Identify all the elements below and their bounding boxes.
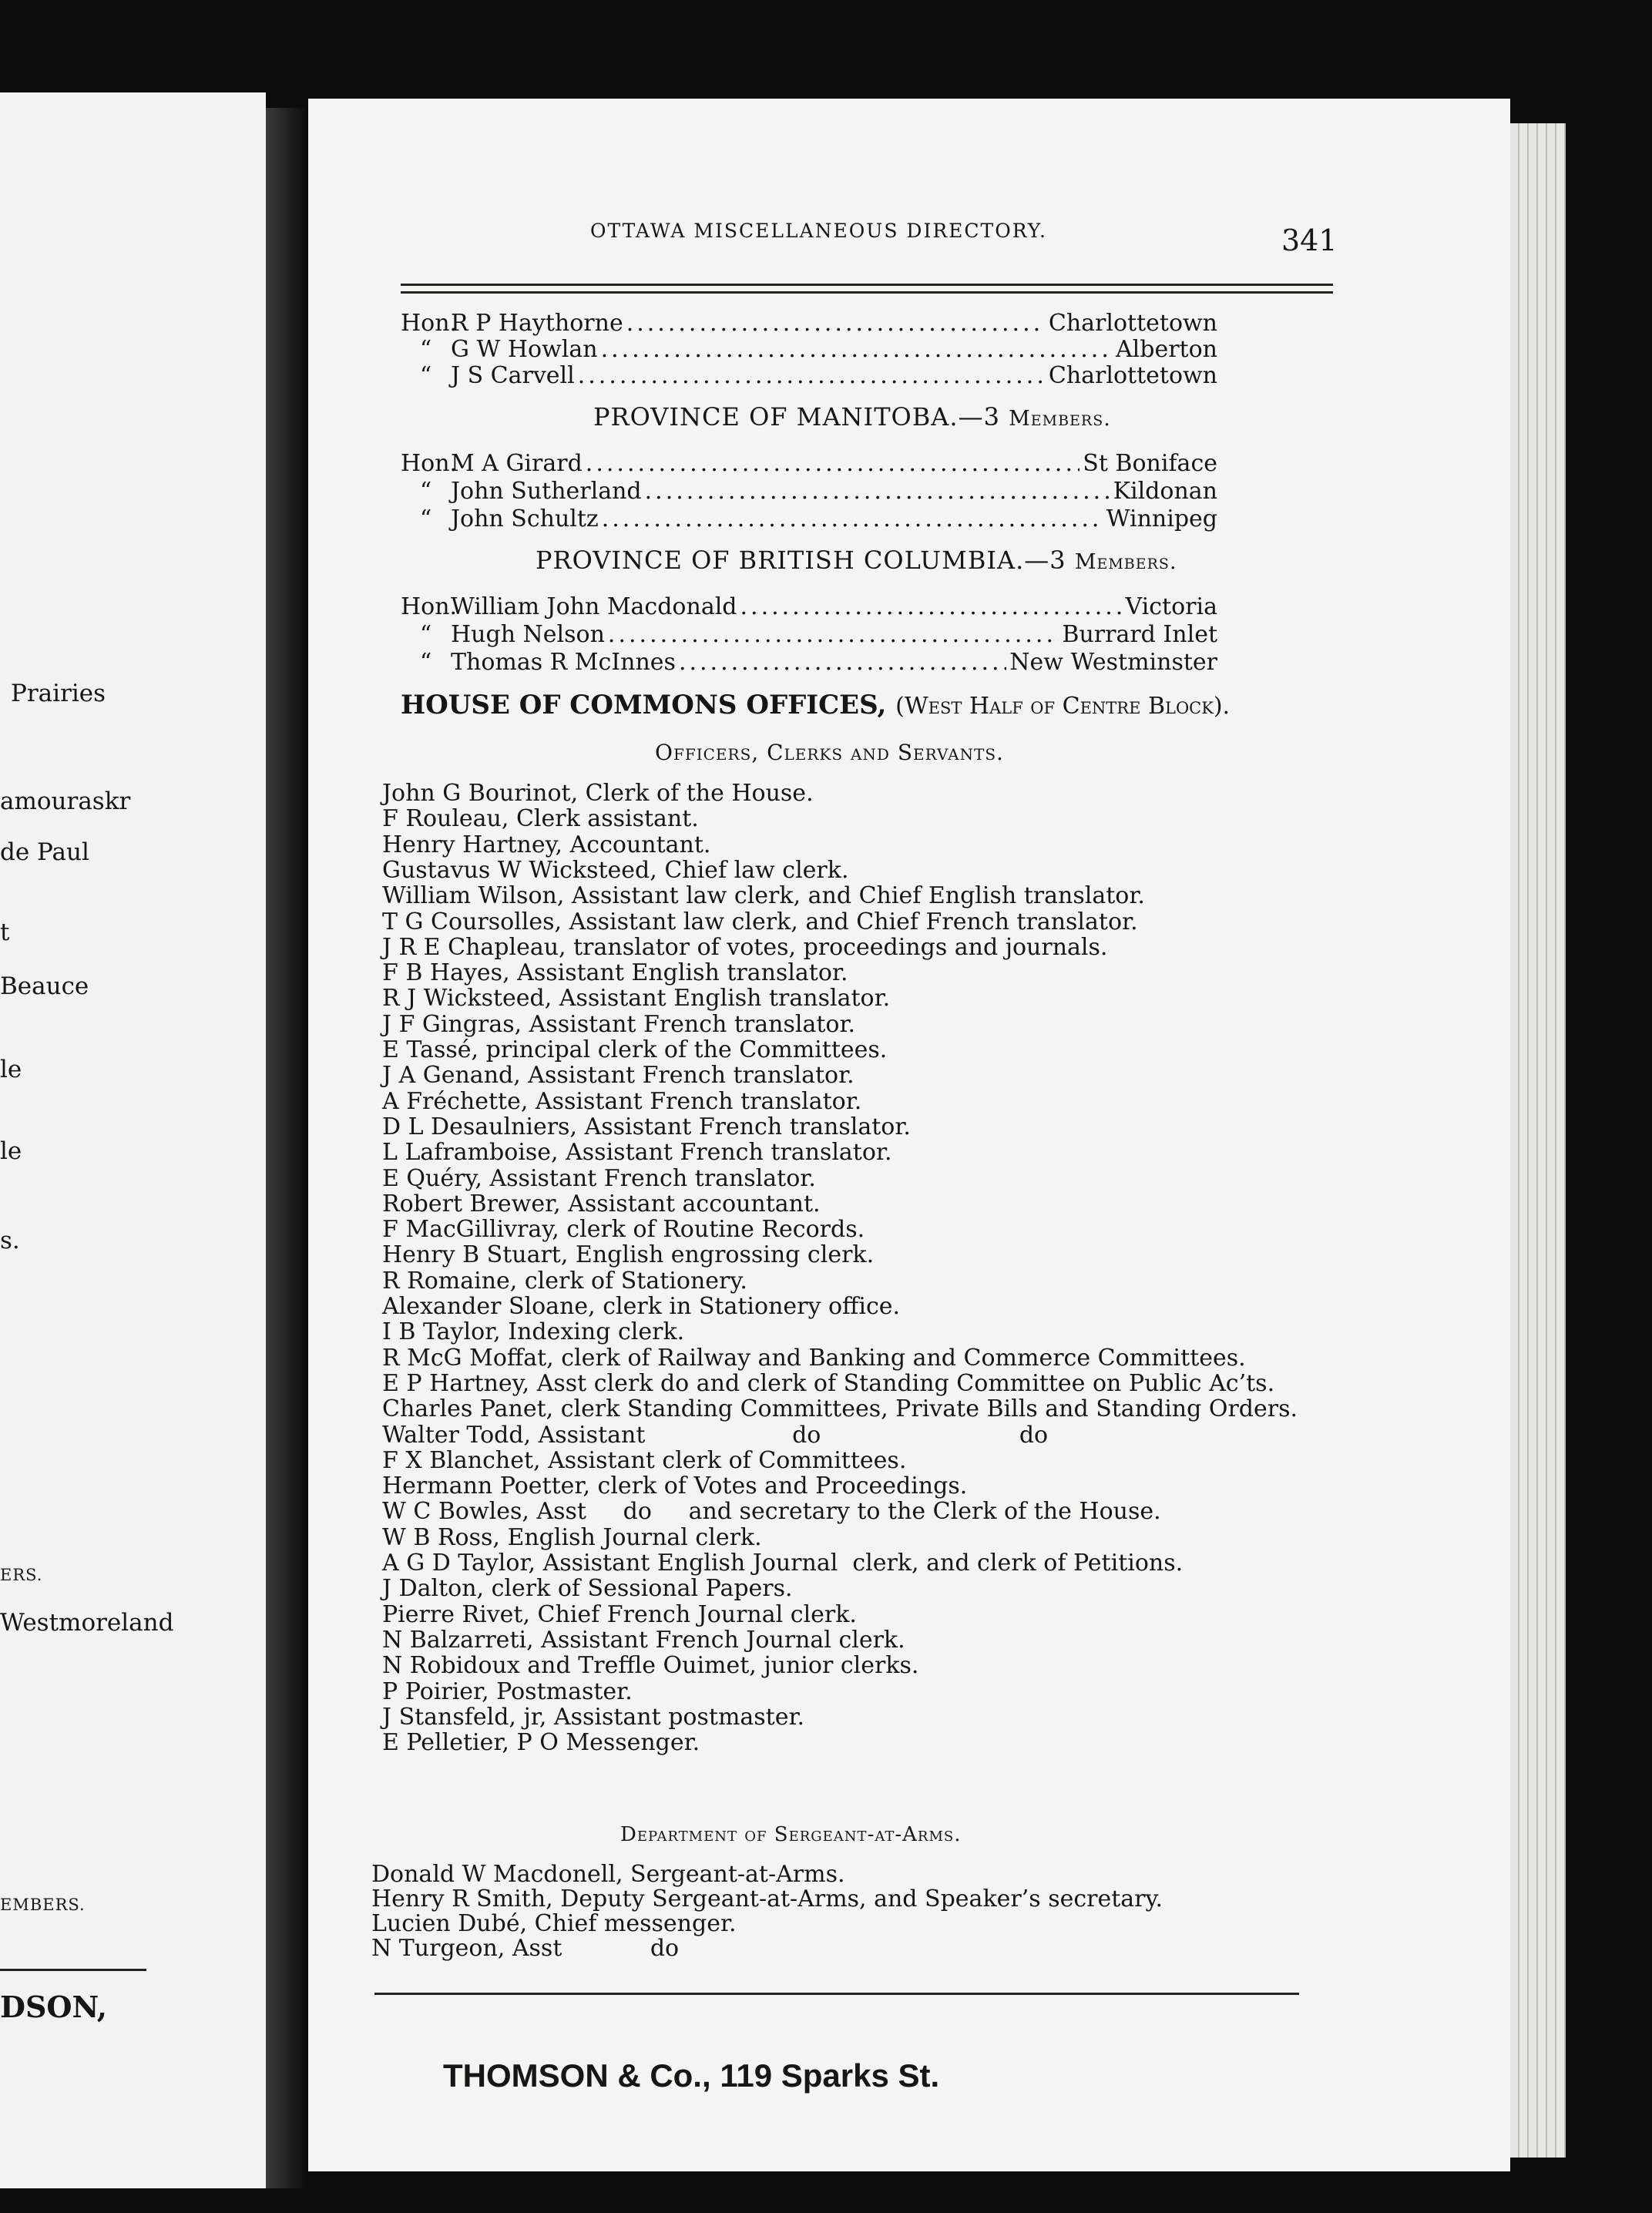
section-heading-text: PROVINCE OF BRITISH COLUMBIA.—3 xyxy=(536,546,1066,575)
entry-prefix: “ xyxy=(419,621,432,648)
leader-dots xyxy=(602,505,1103,532)
sergeant-line: Lucien Dubé, Chief messenger. xyxy=(371,1910,737,1937)
page-edges xyxy=(1510,123,1566,2158)
entry-place: Victoria xyxy=(1125,593,1217,620)
entry-name: M A Girard xyxy=(451,450,583,477)
staff-line: F MacGillivray, clerk of Routine Records. xyxy=(382,1216,865,1244)
entry-prefix: “ xyxy=(419,649,432,676)
entry-place: Charlottetown xyxy=(1048,362,1217,389)
left-page xyxy=(0,92,266,2188)
staff-line: William Wilson, Assistant law clerk, and Chief English translator. xyxy=(382,882,1145,910)
staff-line: F Rouleau, Clerk assistant. xyxy=(382,805,699,833)
entry-place: Kildonan xyxy=(1113,478,1217,505)
staff-line: J Dalton, clerk of Sessional Papers. xyxy=(382,1575,793,1603)
leader-dots xyxy=(740,593,1123,620)
entry-prefix: “ xyxy=(419,362,432,389)
entry-prefix: “ xyxy=(419,336,432,363)
staff-line: F B Hayes, Assistant English translator. xyxy=(382,959,848,987)
staff-line: R Romaine, clerk of Stationery. xyxy=(382,1267,747,1295)
staff-line: Charles Panet, clerk Standing Committees, Private Bills and Standing Orders. xyxy=(382,1395,1298,1423)
entry-prefix: “ xyxy=(419,478,432,505)
left-fragment: t xyxy=(0,918,10,946)
page-number: 341 xyxy=(1281,223,1338,257)
entry-name: William John Macdonald xyxy=(451,593,737,620)
header-rule xyxy=(401,284,1333,286)
sergeant-line: N Turgeon, Asst do xyxy=(371,1935,680,1962)
left-fragment: de Paul xyxy=(0,838,89,866)
staff-line: J R E Chapleau, translator of votes, proceedings and journals. xyxy=(382,933,1108,961)
staff-line: Alexander Sloane, clerk in Stationery office. xyxy=(382,1293,901,1320)
entry-prefix: Hon. xyxy=(401,310,458,337)
directory-entry xyxy=(401,649,1217,675)
staff-line: Hermann Poetter, clerk of Votes and Proceedings. xyxy=(382,1473,968,1500)
left-fragment: Beauce xyxy=(0,972,89,1000)
footer-rule xyxy=(374,1993,1299,1995)
staff-line: Robert Brewer, Assistant accountant. xyxy=(382,1190,821,1217)
staff-line: John G Bourinot, Clerk of the House. xyxy=(382,780,814,807)
staff-line: N Balzarreti, Assistant French Journal clerk. xyxy=(382,1626,905,1654)
staff-line: J Stansfeld, jr, Assistant postmaster. xyxy=(382,1703,805,1731)
section-heading xyxy=(593,402,1111,432)
header-rule xyxy=(401,291,1333,294)
entry-name: John Sutherland xyxy=(451,478,642,505)
left-fragment: EMBERS. xyxy=(0,1896,86,1914)
staff-line: Henry B Stuart, English engrossing clerk. xyxy=(382,1241,875,1269)
leader-dots xyxy=(601,336,1113,363)
entry-place: St Boniface xyxy=(1083,450,1217,477)
leader-dots xyxy=(578,362,1046,389)
staff-line: R McG Moffat, clerk of Railway and Banking and Commerce Committees. xyxy=(382,1344,1246,1372)
commons-heading xyxy=(401,690,1230,720)
staff-line: Henry Hartney, Accountant. xyxy=(382,831,711,858)
section-heading-text: PROVINCE OF MANITOBA.—3 xyxy=(593,402,1000,432)
section-heading-sc: Members. xyxy=(1009,407,1111,431)
sergeant-line: Henry R Smith, Deputy Sergeant-at-Arms, and Speaker’s secretary. xyxy=(371,1886,1163,1912)
entry-prefix: “ xyxy=(419,505,432,532)
staff-line: D L Desaulniers, Assistant French translator. xyxy=(382,1113,911,1140)
directory-entry xyxy=(401,621,1217,647)
footer-advert: THOMSON & Co., 119 Sparks St. xyxy=(443,2057,940,2094)
staff-line: N Robidoux and Treffle Ouimet, junior clerks. xyxy=(382,1652,919,1680)
commons-heading-text: HOUSE OF COMMONS OFFICES, xyxy=(401,690,887,720)
staff-line: J F Gingras, Assistant French translator. xyxy=(382,1010,856,1038)
staff-line: E P Hartney, Asst clerk do and clerk of Standing Committee on Public Ac’ts. xyxy=(382,1369,1275,1397)
entry-place: Winnipeg xyxy=(1106,505,1217,532)
leader-dots xyxy=(679,649,1006,676)
left-fragment: ERS. xyxy=(0,1566,43,1584)
entry-name: G W Howlan xyxy=(451,336,598,363)
entry-place: Charlottetown xyxy=(1048,310,1217,337)
staff-line: Gustavus W Wicksteed, Chief law clerk. xyxy=(382,856,849,884)
commons-subheading: Officers, Clerks and Servants. xyxy=(655,740,1004,765)
staff-line: E Quéry, Assistant French translator. xyxy=(382,1164,816,1192)
left-fragment: amouraskr xyxy=(0,787,131,815)
entry-name: John Schultz xyxy=(451,505,599,532)
staff-line: Pierre Rivet, Chief French Journal clerk. xyxy=(382,1600,857,1628)
staff-line: J A Genand, Assistant French translator. xyxy=(382,1062,855,1090)
staff-line: P Poirier, Postmaster. xyxy=(382,1677,633,1705)
staff-line: L Laframboise, Assistant French translator. xyxy=(382,1139,892,1167)
running-header: OTTAWA MISCELLANEOUS DIRECTORY. xyxy=(589,220,1047,242)
commons-heading-sub: (West Half of Centre Block). xyxy=(895,693,1231,720)
entry-place: New Westminster xyxy=(1009,649,1217,676)
entry-prefix: Hon. xyxy=(401,450,458,477)
section-heading-sc: Members. xyxy=(1074,550,1177,574)
leader-dots xyxy=(645,478,1110,505)
staff-line: I B Taylor, Indexing clerk. xyxy=(382,1318,685,1346)
staff-line: E Tassé, principal clerk of the Committees. xyxy=(382,1036,888,1063)
left-fragment: s. xyxy=(0,1227,20,1254)
staff-line: A Fréchette, Assistant French translator. xyxy=(382,1087,862,1115)
entry-place: Alberton xyxy=(1116,336,1217,363)
staff-line: A G D Taylor, Assistant English Journal clerk, and clerk of Petitions. xyxy=(382,1550,1184,1577)
staff-line: Walter Todd, Assistant do do xyxy=(382,1421,1049,1449)
sergeant-heading: Department of Sergeant-at-Arms. xyxy=(620,1823,962,1846)
directory-entry xyxy=(401,478,1217,504)
directory-entry xyxy=(401,450,1217,476)
section-heading xyxy=(536,546,1177,575)
staff-line: R J Wicksteed, Assistant English translator. xyxy=(382,985,891,1012)
entry-name: J S Carvell xyxy=(451,362,575,389)
entry-prefix: Hon. xyxy=(401,593,458,620)
left-fragment: le xyxy=(0,1137,22,1165)
staff-line: W B Ross, English Journal clerk. xyxy=(382,1523,762,1551)
binding-shadow xyxy=(266,108,308,2188)
leader-dots xyxy=(608,621,1059,648)
staff-line: F X Blanchet, Assistant clerk of Committees. xyxy=(382,1446,907,1474)
entry-name: Hugh Nelson xyxy=(451,621,605,648)
left-fragment: Prairies xyxy=(11,680,106,707)
entry-place: Burrard Inlet xyxy=(1062,621,1217,648)
directory-entry xyxy=(401,593,1217,620)
directory-entry xyxy=(401,310,1217,336)
entry-name: Thomas R McInnes xyxy=(451,649,676,676)
leader-dots xyxy=(626,310,1046,337)
directory-entry xyxy=(401,505,1217,532)
left-fragment: Westmoreland xyxy=(0,1609,174,1637)
left-fragment: DSON, xyxy=(0,1990,108,2024)
sergeant-line: Donald W Macdonell, Sergeant-at-Arms. xyxy=(371,1861,845,1888)
leader-dots xyxy=(586,450,1080,477)
left-rule xyxy=(0,1969,146,1971)
staff-line: W C Bowles, Asst do and secretary to the Clerk of the House. xyxy=(382,1498,1161,1526)
left-fragment: le xyxy=(0,1056,22,1083)
directory-entry xyxy=(401,362,1217,388)
staff-line: T G Coursolles, Assistant law clerk, and Chief French translator. xyxy=(382,908,1138,935)
entry-name: R P Haythorne xyxy=(451,310,623,337)
directory-entry xyxy=(401,336,1217,362)
staff-line: E Pelletier, P O Messenger. xyxy=(382,1729,700,1757)
